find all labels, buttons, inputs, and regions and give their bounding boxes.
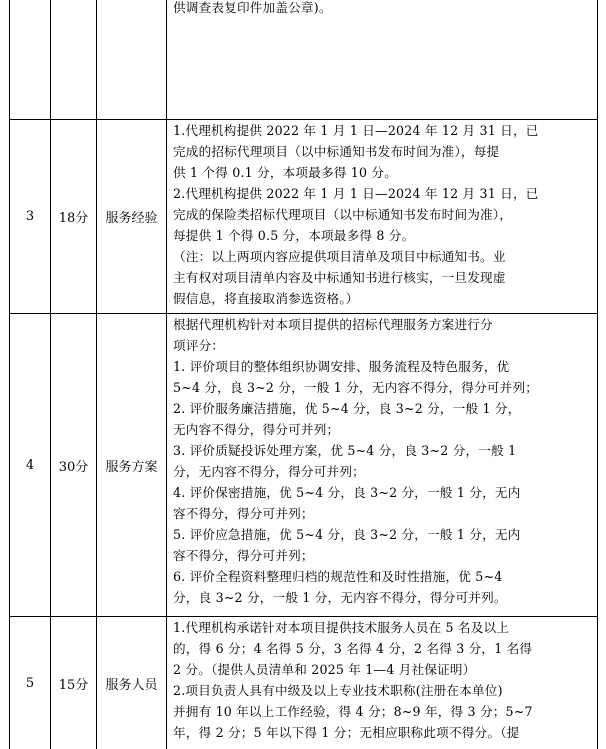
content-line: 5. 评价应急措施，优 5~4 分，良 3~2 分，一般 1 分，无内 <box>173 527 521 542</box>
content-line: 分，无内容不得分，得分可并列； <box>173 464 365 479</box>
content-line: 供调查表复印件加盖公章)。 <box>173 0 332 15</box>
row-number: 3 <box>25 209 35 224</box>
content-line: 1.代理机构提供 2022 年 1 月 1 日—2024 年 12 月 31 日，已 <box>173 123 539 138</box>
content-line: （注：以上两项内容应提供项目清单及项目中标通知书。业 <box>173 249 506 264</box>
row-score: 15分 <box>58 677 89 693</box>
content-line: 容不得分，得分可并列； <box>173 506 314 521</box>
content-line: 假信息，将直接取消参选资格。） <box>173 291 359 306</box>
content-line: 无内容不得分，得分可并列； <box>173 422 340 437</box>
row-number: 5 <box>25 675 35 691</box>
row-category: 服务人员 <box>105 677 158 693</box>
content-line: 根据代理机构针对本项目提供的招标代理服务方案进行分 <box>173 317 493 332</box>
content-line: 完成的保险类招标代理项目（以中标通知书发布时间为准）， <box>173 207 513 222</box>
content-line: 完成的招标代理项目（以中标通知书发布时间为准），每提 <box>173 144 500 159</box>
row-category: 服务方案 <box>105 459 158 475</box>
content-line: 容不得分，得分可并列； <box>173 548 314 563</box>
content-line: 每提供 1 个得 0.5 分，本项最多得 8 分。 <box>173 228 415 243</box>
content-line: 2. 评价服务廉洁措施，优 5~4 分，良 3~2 分，一般 1 分， <box>173 401 521 416</box>
content-line: 3. 评价质疑投诉处理方案，优 5~4 分，良 3~2 分，一般 1 <box>173 443 517 458</box>
column-divider-3 <box>166 0 167 749</box>
content-line: 并拥有 10 年以上工作经验，得 4 分；8~9 年，得 3 分；5~7 <box>173 704 533 719</box>
content-line: 1. 评价项目的整体组织协调安排、服务流程及特色服务，优 <box>173 359 510 374</box>
content-line: 1.代理机构承诺针对本项目提供技术服务人员在 5 名及以上 <box>173 620 510 635</box>
content-line: 主有权对项目清单内容及中标通知书进行核实，一旦发现虚 <box>173 270 506 285</box>
row-number: 4 <box>25 457 35 473</box>
row-category: 服务经验 <box>105 211 158 226</box>
content-line: 年，得 2 分；5 年以下得 1 分；无相应职称此项不得分。（提 <box>173 725 520 740</box>
content-line: 项评分： <box>173 338 225 353</box>
table-border-right <box>597 0 598 749</box>
content-line: 分，良 3~2 分，一般 1 分，无内容不得分，得分可并列。 <box>173 590 507 605</box>
content-line: 4. 评价保密措施，优 5~4 分，良 3~2 分，一般 1 分，无内 <box>173 485 521 500</box>
row-score: 18分 <box>58 211 89 226</box>
content-line: 2 分。（提供人员清单和 2025 年 1—4 月社保证明） <box>173 662 476 677</box>
content-line: 5~4 分，良 3~2 分，一般 1 分，无内容不得分，得分可并列； <box>173 380 539 395</box>
content-line: 供 1 个得 0.1 分，本项最多得 10 分。 <box>173 165 398 180</box>
content-line: 2.项目负责人具有中级及以上专业技术职称(注册在本单位) <box>173 683 503 698</box>
content-line: 6. 评价全程资料整理归档的规范性和及时性措施，优 5~4 <box>173 569 503 584</box>
row-score: 30分 <box>58 459 89 475</box>
content-line: 2.代理机构提供 2022 年 1 月 1 日—2024 年 12 月 31 日，已 <box>173 186 539 201</box>
content-line: 的，得 6 分；4 名得 5 分，3 名得 4 分，2 名得 3 分，1 名得 <box>173 641 533 656</box>
